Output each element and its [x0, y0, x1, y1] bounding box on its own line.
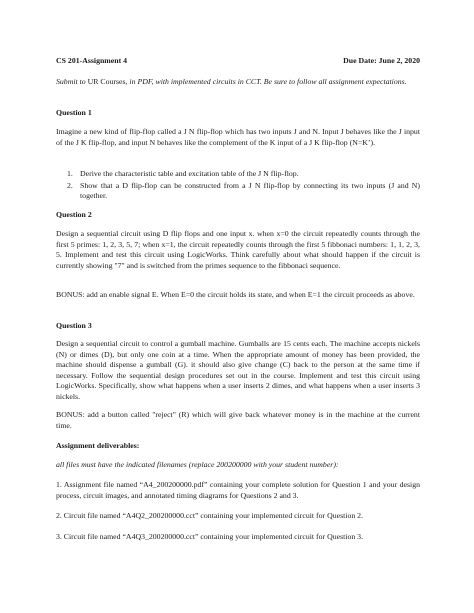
- list-item-text: Show that a D flip-flop can be constructed from a J N flip-flop by connecting its two inputs (J and N) together.: [80, 180, 420, 201]
- list-item-number: 2.: [67, 180, 73, 190]
- question-1-text: Imagine a new kind of flip-flop called a J N flip-flop which has two inputs J and N. Input J behaves like the J input of the J K flip-flop, and input N behaves like the complement of the K input of a J K flip-flop (N=K’).: [56, 127, 420, 147]
- deliverable-item: 2. Circuit file named “A4Q2_200200000.cct” containing your implemented circuit for Question 2.: [56, 511, 364, 520]
- intro-part-1: Submit to: [56, 77, 88, 86]
- page-header: [56, 56, 420, 67]
- deliverable-item: 1. Assignment file named “A4_200200000.pdf” containing your complete solution for Question 1 and your design process, circuit images, and annotated timing diagrams for Questions 2 and 3.: [56, 480, 420, 500]
- question-2-text: Design a sequential circuit using D flip flops and one input x. when x=0 the circuit repeatedly counts through the first 5 primes: 1, 2, 3, 5, 7; when x=1, the circuit repeatedly counts through the first 5 fibbonaci numbers: 1, 1, 2, 3, 5. Implement and test this circuit using LogicWorks. Think carefully about what should happen if the circuit is currently showing "7" and is switched from the primes sequence to the fibbonaci sequence.: [56, 229, 420, 270]
- deliverables-subtitle: all files must have the indicated filenames (replace 200200000 with your student number):: [56, 460, 339, 469]
- list-item-text: Derive the characteristic table and excitation table of the J N flip-flop.: [80, 169, 299, 178]
- deliverable-item: 3. Circuit file named “A4Q3_200200000.cct” containing your implemented circuit for Question 3.: [56, 532, 364, 541]
- question-1-list: [56, 169, 420, 203]
- question-1-heading: Question 1: [56, 108, 92, 117]
- question-3-heading: Question 3: [56, 321, 92, 330]
- question-3-bonus: BONUS: add a button called "reject" (R) which will give back whatever money is in the machine at the current time.: [56, 410, 420, 430]
- question-3-text: Design a sequential circuit to control a gumball machine. Gumballs are 15 cents each. The machine accepts nickels (N) or dimes (D), but only one coin at a time. When the appropriate amount of money has been provided, the machine should dispense a gumball (G). it should also give change (C) back to the person at the same time if necessary. Follow the sequential design procedures set out in the course. Implement and test this circuit using LogicWorks. Specifically, show what happens when a user inserts 2 dimes, and what happens when a user inserts 3 nickels.: [56, 339, 420, 401]
- list-item: [56, 169, 420, 180]
- due-date: Due Date: June 2, 2020: [343, 56, 420, 65]
- submission-instructions: [56, 77, 420, 88]
- intro-part-3: , in PDF, with implemented circuits in CCT. Be sure to follow all assignment expectations.: [125, 77, 407, 86]
- intro-part-2: UR Courses: [87, 77, 126, 86]
- course-title: CS 201-Assignment 4: [56, 56, 128, 65]
- question-2-heading: Question 2: [56, 210, 92, 219]
- list-item-number: 1.: [67, 169, 73, 178]
- list-item: [56, 181, 420, 202]
- question-2-bonus: BONUS: add an enable signal E. When E=0 the circuit holds its state, and when E=1 the circuit proceeds as above.: [56, 290, 415, 299]
- deliverables-heading: Assignment deliverables:: [56, 441, 140, 450]
